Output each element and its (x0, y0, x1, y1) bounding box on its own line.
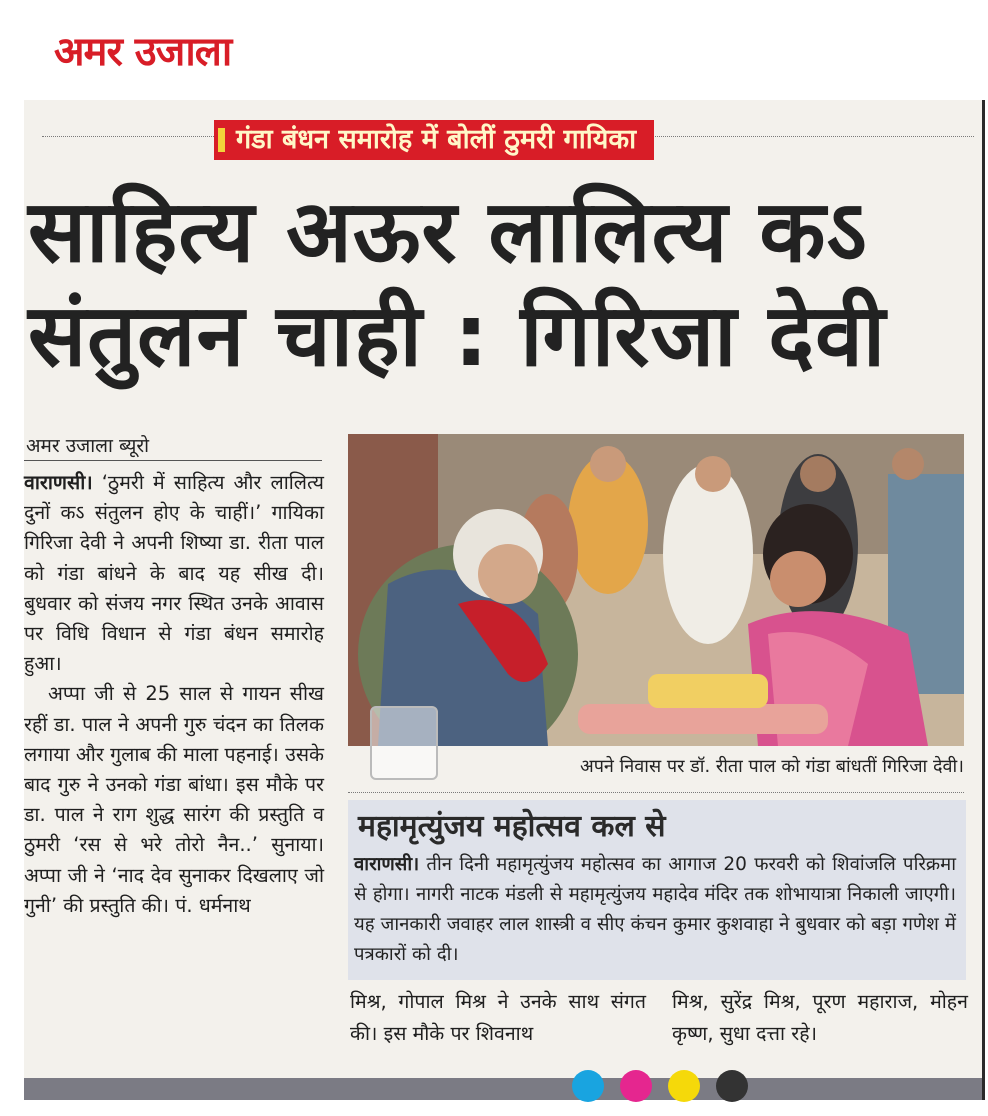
bottom-strip (24, 1078, 982, 1100)
corner-mark (370, 706, 438, 780)
black-registration-dot (716, 1070, 748, 1102)
section-divider (348, 792, 964, 793)
yellow-registration-dot (668, 1070, 700, 1102)
registration-marks (572, 1070, 748, 1100)
magenta-registration-dot (620, 1070, 652, 1102)
paragraph-2: अप्पा जी से 25 साल से गायन सीख रहीं डा. पाल ने अपनी गुरु चंदन का तिलक लगाया और गुलाब की माला पहनाई। उसके बाद गुरु ने उनको गंडा बांधा। इस मौके पर डा. पाल ने राग शुद्ध सारंग की प्रस्तुति व ठुमरी ‘रस से भरे तोरो नैन..’ सुनाया। अप्पा जी ने ‘नाद देव सुनाकर दिखलाए जो गुनी’ की प्रस्तुति की। पं. धर्मनाथ (24, 682, 324, 917)
newspaper-clipping (24, 100, 985, 1100)
article-column-middle: मिश्र, गोपाल मिश्र ने उनके साथ संगत की। इस मौके पर शिवनाथ (350, 990, 646, 1045)
sidebar-news-box (348, 800, 966, 980)
dateline: वाराणसी। (24, 471, 93, 494)
sidebox-dateline: वाराणसी। (354, 854, 420, 875)
byline-divider (24, 460, 322, 461)
photo-caption-area (348, 746, 964, 788)
article-column-right: मिश्र, सुरेंद्र मिश्र, पूरण महाराज, मोहन कृष्ण, सुधा दत्ता रहे। (672, 990, 968, 1045)
article-column-left (24, 468, 324, 921)
masthead-logo: अमर उजाला (54, 29, 232, 75)
paragraph-1: ‘ठुमरी में साहित्य और लालित्य दुनों कऽ संतुलन होए के चाहीं।’ गायिका गिरिजा देवी ने अपनी शिष्या डा. रीता पाल को गंडा बांधने के बाद यह सीख दी। बुधवार को संजय नगर स्थित उनके आवास पर विधि विधान से गंडा बंधन समारोह हुआ। (24, 471, 324, 676)
cyan-registration-dot (572, 1070, 604, 1102)
sidebox-text: तीन दिनी महामृत्युंजय महोत्सव का आगाज 20 फरवरी को शिवांजलि परिक्रमा से होगा। नागरी नाटक मंडली से महामृत्युंजय महादेव मंदिर तक शोभायात्रा निकाली जाएगी। यह जानकारी जवाहर लाल शास्त्री व सीए कंचन कुमार कुशवाहा ने बुधवार को बड़ा गणेश में पत्रकारों को दी। (354, 854, 956, 965)
ceremony-photo-illustration (348, 434, 964, 746)
byline: अमर उजाला ब्यूरो (26, 435, 150, 457)
sidebox-body (354, 850, 956, 970)
headline-line-1: साहित्य अऊर लालित्य कऽ (28, 182, 868, 282)
kicker-banner: गंडा बंधन समारोह में बोलीं ठुमरी गायिका (214, 120, 654, 160)
photo-caption: अपने निवास पर डॉ. रीता पाल को गंडा बांधतीं गिरिजा देवी। (579, 756, 964, 777)
headline (28, 180, 978, 388)
sidebox-title: महामृत्युंजय महोत्सव कल से (358, 809, 666, 844)
headline-line-2: संतुलन चाही : गिरिजा देवी (28, 286, 887, 386)
news-photo (348, 434, 964, 746)
